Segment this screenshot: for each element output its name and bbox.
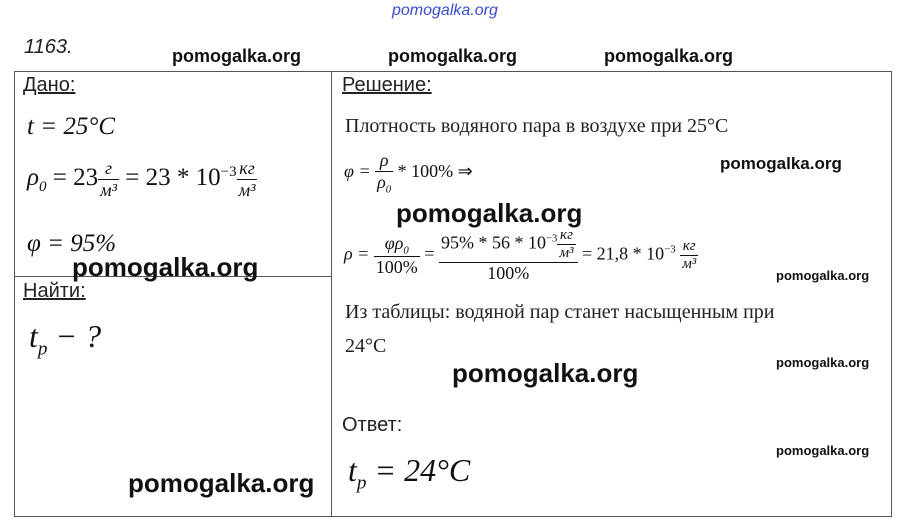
solution-header: Решение: — [342, 74, 432, 96]
watermark: pomogalka.org — [396, 198, 583, 228]
given-humidity: φ = 95% — [27, 230, 117, 257]
column-divider — [331, 71, 332, 516]
equation-density: ρ = $\frac{\varphi\rho_0}{100\%}$ = $95\% * 56 * 10^{-3}$ $\frac{кг}{\text{м³}}$ 100% = $21,8 * 10^{-3}$ $\frac{кг}{\text{м³}}$ — [344, 227, 697, 283]
top-watermark[interactable]: pomogalka.org — [392, 2, 498, 19]
solution-text-1: Плотность водяного пара в воздухе при 25°C — [345, 115, 729, 137]
watermark: pomogalka.org — [720, 154, 842, 173]
problem-number: 1163. — [24, 36, 73, 58]
solution-text-3: 24°C — [345, 335, 387, 357]
given-temperature: t = 25°C — [27, 113, 115, 140]
equation-humidity: φ = $\frac{\rho}{\rho_0}$ * 100% ⇒ — [344, 150, 473, 196]
given-header: Дано: — [23, 74, 76, 96]
given-density: $\rho_0 = 23$ $\frac{г}{\text{м³}}$ = $23 * 10^{-3}$ $\frac{кг}{\text{м³}}$ — [27, 158, 256, 200]
watermark: pomogalka.org — [388, 46, 518, 66]
watermark: pomogalka.org — [776, 355, 870, 370]
solution-text-2: Из таблицы: водяной пар станет насыщенным при — [345, 301, 775, 323]
watermark: pomogalka.org — [128, 468, 315, 498]
watermark: pomogalka.org — [72, 252, 259, 282]
find-header: Найти: — [23, 280, 86, 302]
watermark: pomogalka.org — [172, 46, 302, 66]
watermark: pomogalka.org — [776, 268, 870, 283]
watermark: pomogalka.org — [604, 46, 734, 66]
answer-header: Ответ: — [342, 414, 403, 436]
watermark: pomogalka.org — [776, 443, 870, 458]
watermark: pomogalka.org — [452, 358, 639, 388]
answer-value: $t_p = 24^\circ C$ — [348, 452, 471, 494]
find-unknown: $t_p$ − ? — [29, 318, 102, 360]
